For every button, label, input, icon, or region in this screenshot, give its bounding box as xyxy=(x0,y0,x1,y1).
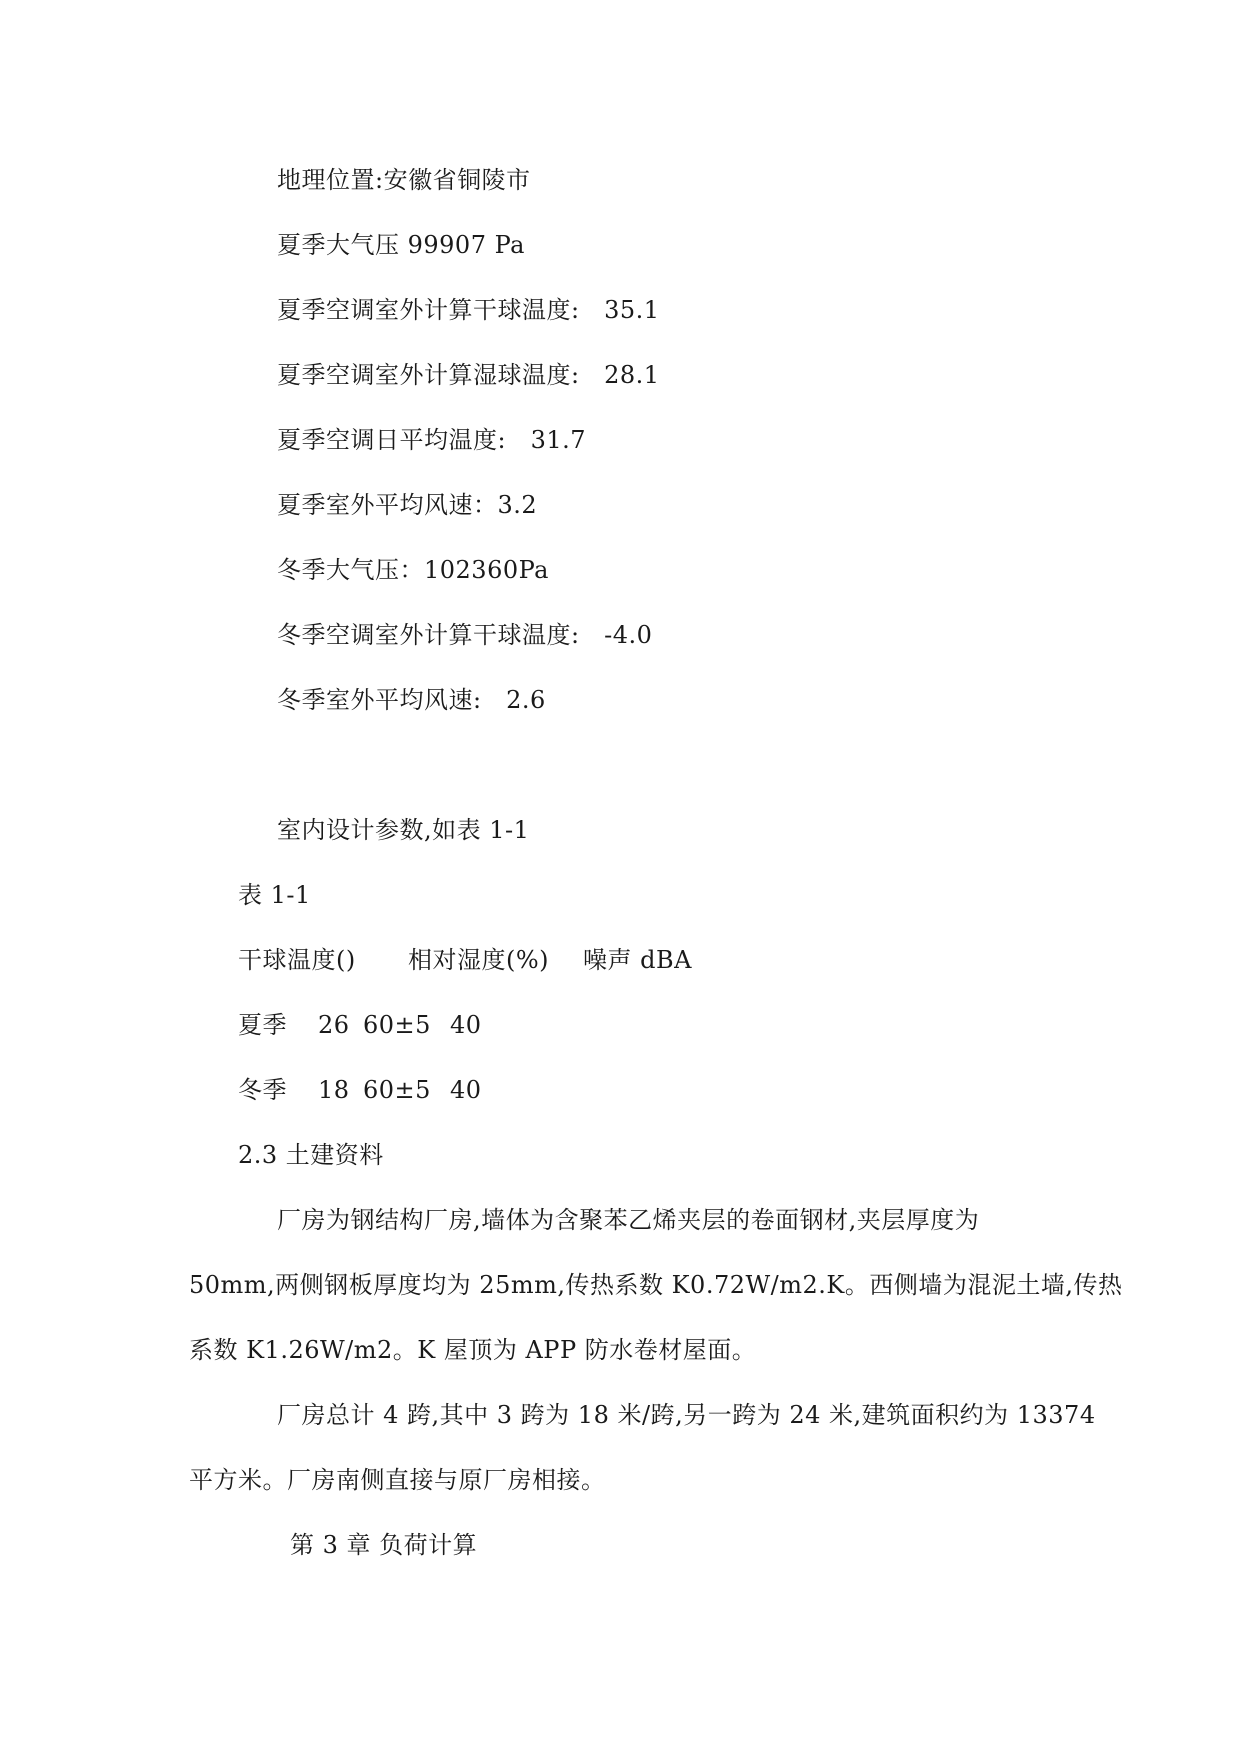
table-cell-humidity: 60±5 xyxy=(363,1076,431,1104)
winter-wind-line: 冬季室外平均风速: 2.6 xyxy=(277,686,546,714)
indoor-intro-line: 室内设计参数,如表 1-1 xyxy=(277,816,530,844)
section-heading: 2.3 土建资料 xyxy=(238,1141,384,1169)
civil-paragraph-2-line-2: 平方米。厂房南侧直接与原厂房相接。 xyxy=(189,1466,606,1494)
table-cell-temp: 18 xyxy=(318,1076,350,1104)
location-line: 地理位置:安徽省铜陵市 xyxy=(277,166,531,194)
summer-pressure-line: 夏季大气压 99907 Pa xyxy=(277,231,525,259)
table-header-dry-bulb: 干球温度() xyxy=(238,946,356,974)
summer-daily-avg-line: 夏季空调日平均温度: 31.7 xyxy=(277,426,587,454)
summer-wet-bulb-line: 夏季空调室外计算湿球温度: 28.1 xyxy=(277,361,660,389)
table-cell-temp: 26 xyxy=(318,1011,350,1039)
civil-paragraph-1-line-1: 厂房为钢结构厂房,墙体为含聚苯乙烯夹层的卷面钢材,夹层厚度为 xyxy=(277,1206,980,1234)
winter-pressure-line: 冬季大气压：102360Pa xyxy=(277,556,549,584)
table-caption: 表 1-1 xyxy=(238,881,311,909)
table-cell-season: 夏季 xyxy=(238,1011,287,1039)
civil-paragraph-2-line-1: 厂房总计 4 跨,其中 3 跨为 18 米/跨,另一跨为 24 米,建筑面积约为 13374 xyxy=(277,1401,1096,1429)
table-cell-noise: 40 xyxy=(450,1076,482,1104)
civil-paragraph-1-line-3: 系数 K1.26W/m2。K 屋顶为 APP 防水卷材屋面。 xyxy=(189,1336,757,1364)
summer-dry-bulb-line: 夏季空调室外计算干球温度: 35.1 xyxy=(277,296,660,324)
table-cell-humidity: 60±5 xyxy=(363,1011,431,1039)
table-cell-season: 冬季 xyxy=(238,1076,287,1104)
table-cell-noise: 40 xyxy=(450,1011,482,1039)
table-header-humidity: 相对湿度(%) xyxy=(408,946,550,974)
winter-dry-bulb-line: 冬季空调室外计算干球温度: -4.0 xyxy=(277,621,653,649)
summer-wind-line: 夏季室外平均风速：3.2 xyxy=(277,491,538,519)
chapter-title: 第 3 章 负荷计算 xyxy=(290,1531,478,1559)
civil-paragraph-1-line-2: 50mm,两侧钢板厚度均为 25mm,传热系数 K0.72W/m2.K。西侧墙为混泥土墙,传热 xyxy=(189,1271,1123,1299)
table-header-noise: 噪声 dBA xyxy=(583,946,692,974)
